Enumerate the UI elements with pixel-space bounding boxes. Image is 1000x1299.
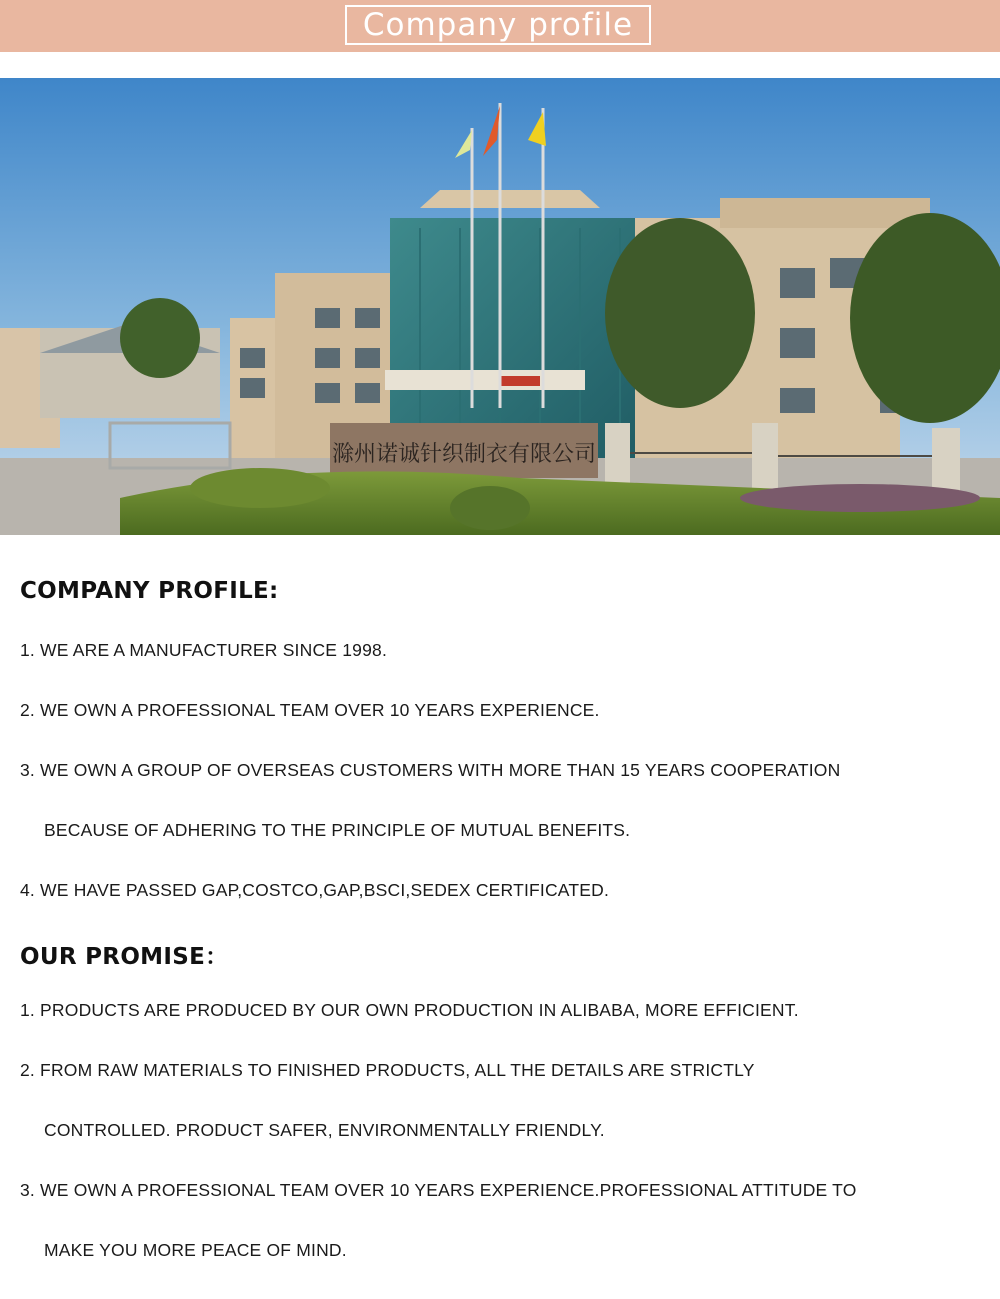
section-header-banner [0,0,1000,52]
section-title-box [345,5,651,45]
promise-line-2: 2. FROM RAW MATERIALS TO FINISHED PRODUCTS, ALL THE DETAILS ARE STRICTLY [20,1060,755,1080]
section-title: Company profile [362,7,634,43]
promise-line-3: 3. WE OWN A PROFESSIONAL TEAM OVER 10 YEARS EXPERIENCE.PROFESSIONAL ATTITUDE TO [20,1180,857,1200]
profile-line-2: 2. WE OWN A PROFESSIONAL TEAM OVER 10 YEARS EXPERIENCE. [20,700,600,720]
company-building-photo [0,78,1000,535]
profile-line-3-continued: BECAUSE OF ADHERING TO THE PRINCIPLE OF MUTUAL BENEFITS. [44,820,631,840]
promise-line-3-continued: MAKE YOU MORE PEACE OF MIND. [44,1240,347,1260]
our-promise-heading: OUR PROMISE： [20,944,229,970]
promise-line-1: 1. PRODUCTS ARE PRODUCED BY OUR OWN PRODUCTION IN ALIBABA, MORE EFFICIENT. [20,1000,799,1020]
company-profile-heading: COMPANY PROFILE: [20,578,279,604]
profile-line-3: 3. WE OWN A GROUP OF OVERSEAS CUSTOMERS WITH MORE THAN 15 YEARS COOPERATION [20,760,841,780]
profile-line-4: 4. WE HAVE PASSED GAP,COSTCO,GAP,BSCI,SEDEX CERTIFICATED. [20,880,610,900]
company-sign-text: 滁州诺诚针织制衣有限公司 [331,442,597,467]
profile-line-1: 1. WE ARE A MANUFACTURER SINCE 1998. [20,640,388,660]
promise-line-2-continued: CONTROLLED. PRODUCT SAFER, ENVIRONMENTALLY FRIENDLY. [44,1120,605,1140]
